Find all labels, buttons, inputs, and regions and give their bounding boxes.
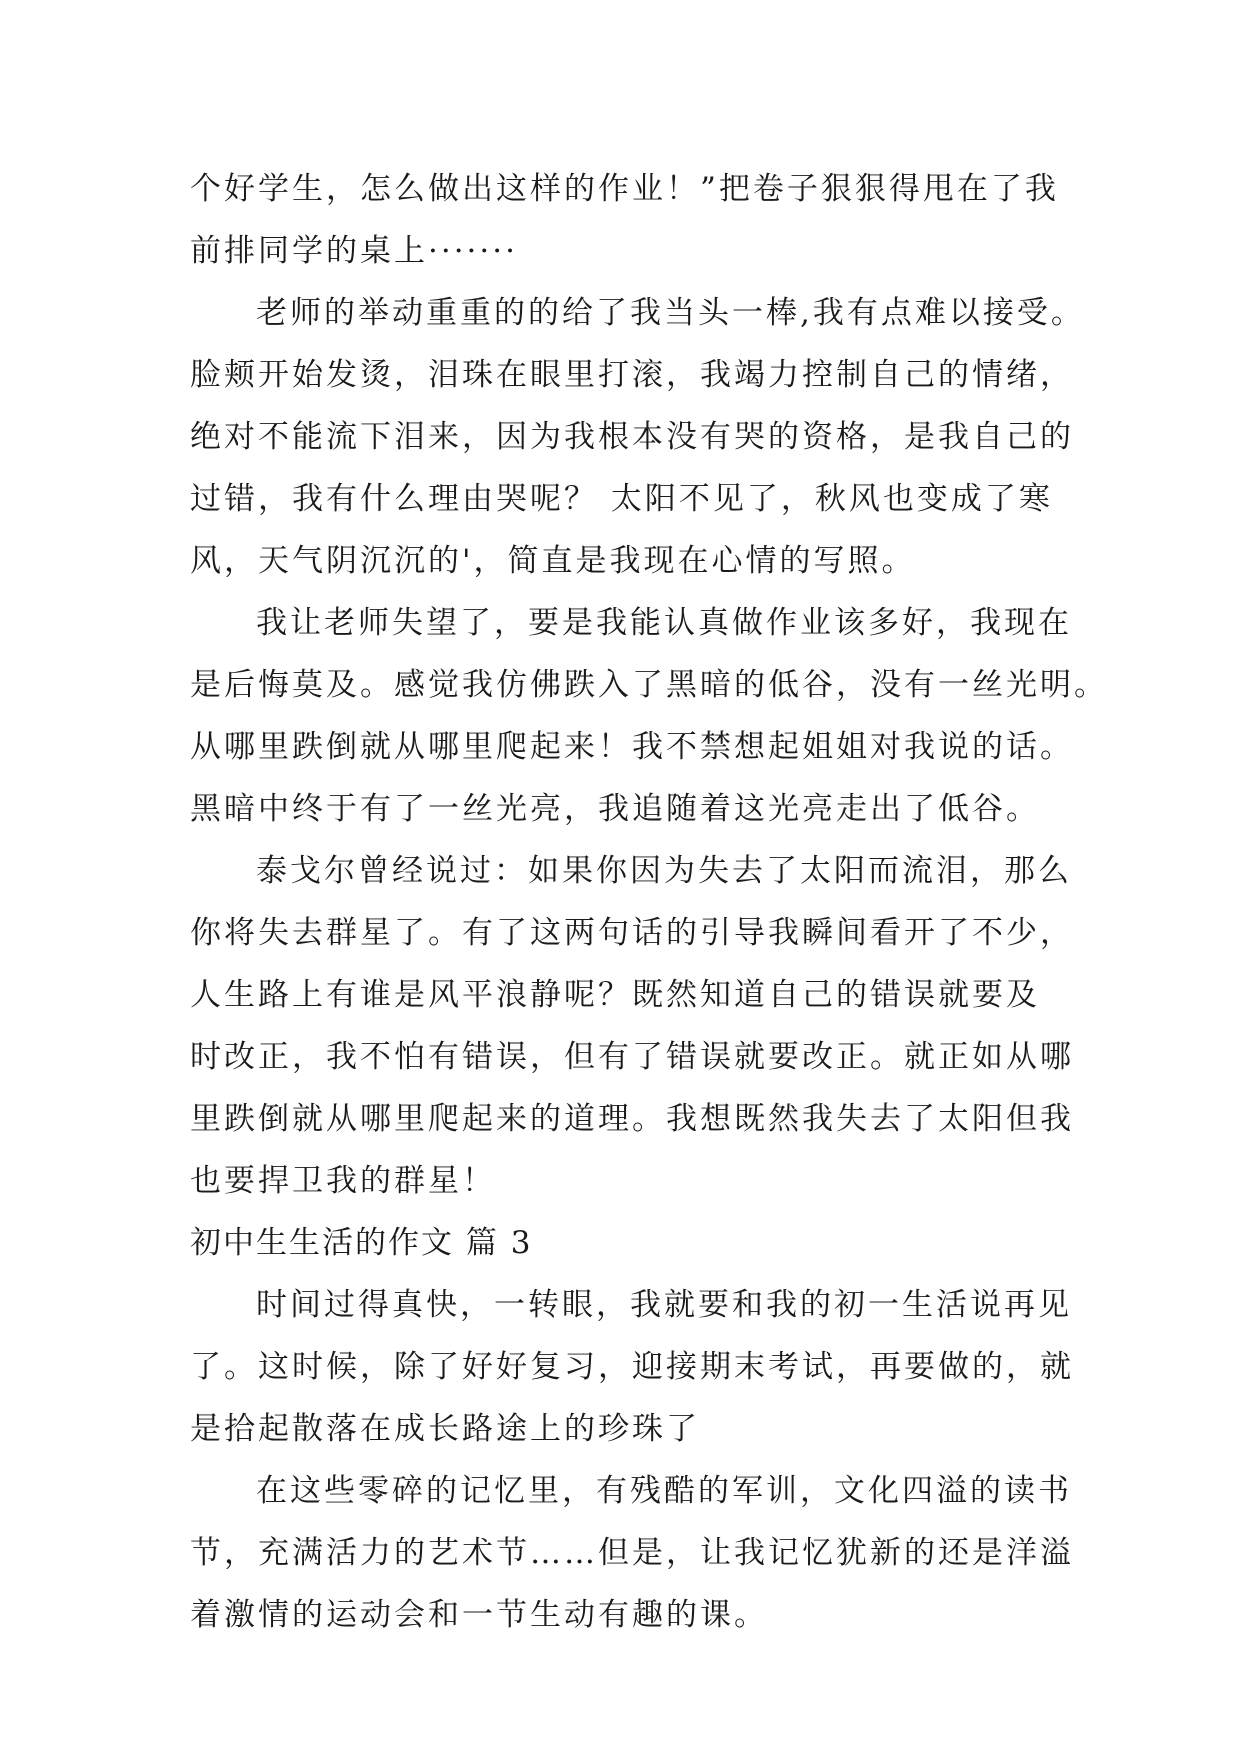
text-line: 里跌倒就从哪里爬起来的道理。我想既然我失去了太阳但我 (190, 1101, 1074, 1137)
text-line: 绝对不能流下泪来，因为我根本没有哭的资格，是我自己的 (190, 419, 1074, 455)
paragraph-start: 泰戈尔曾经说过：如果你因为失去了太阳而流泪，那么 (256, 853, 1072, 889)
text-line: 人生路上有谁是风平浪静呢？既然知道自己的错误就要及 (190, 977, 1040, 1013)
text-line: 个好学生，怎么做出这样的作业！”把卷子狠狠得甩在了我 (190, 171, 1059, 207)
text-line: 黑暗中终于有了一丝光亮，我追随着这光亮走出了低谷。 (190, 791, 1040, 827)
section-heading: 初中生生活的作文 篇 3 (190, 1225, 533, 1261)
text-line: 你将失去群星了。有了这两句话的引导我瞬间看开了不少， (190, 915, 1074, 951)
text-line: 节，充满活力的艺术节……但是，让我记忆犹新的还是洋溢 (190, 1535, 1074, 1571)
text-line: 风，天气阴沉沉的'，简直是我现在心情的写照。 (190, 543, 916, 579)
text-line: 脸颊开始发烫，泪珠在眼里打滚，我竭力控制自己的情绪， (190, 357, 1074, 393)
text-line: 也要捍卫我的群星！ (190, 1163, 496, 1199)
paragraph-start: 我让老师失望了，要是我能认真做作业该多好，我现在 (256, 605, 1072, 641)
document-body (190, 158, 1108, 1646)
text-line: 是后悔莫及。感觉我仿佛跌入了黑暗的低谷，没有一丝光明。 (190, 667, 1108, 703)
paragraph-start: 时间过得真快，一转眼，我就要和我的初一生活说再见 (256, 1287, 1072, 1323)
text-line: 了。这时候，除了好好复习，迎接期末考试，再要做的，就 (190, 1349, 1074, 1385)
paragraph-start: 在这些零碎的记忆里，有残酷的军训，文化四溢的读书 (256, 1473, 1072, 1509)
text-line: 过错，我有什么理由哭呢？ 太阳不见了，秋风也变成了寒 (190, 481, 1053, 517)
text-line: 前排同学的桌上······· (190, 233, 518, 269)
text-line: 时改正，我不怕有错误，但有了错误就要改正。就正如从哪 (190, 1039, 1074, 1075)
text-line: 着激情的运动会和一节生动有趣的课。 (190, 1597, 768, 1633)
text-line: 是拾起散落在成长路途上的珍珠了 (190, 1411, 700, 1447)
text-line: 从哪里跌倒就从哪里爬起来！我不禁想起姐姐对我说的话。 (190, 729, 1074, 765)
paragraph-start: 老师的举动重重的的给了我当头一棒,我有点难以接受。 (256, 295, 1085, 331)
